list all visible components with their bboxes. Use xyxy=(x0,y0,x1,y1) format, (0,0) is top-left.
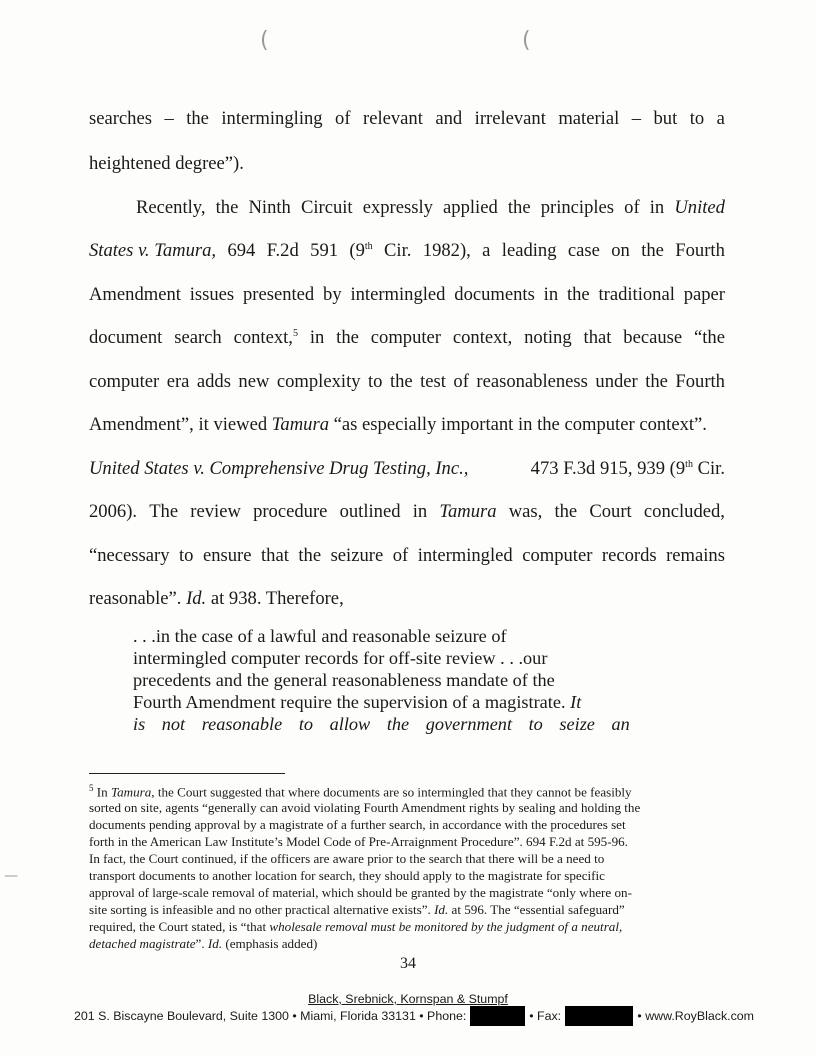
body-line-2: heightened degree”). xyxy=(89,153,244,174)
page-number: 34 xyxy=(400,955,416,972)
body-line-1: searches – the intermingling of relevant and irrelevant material – but to a xyxy=(89,108,725,129)
scan-mark: ( xyxy=(260,28,269,53)
body-line-6: document search context,$^5$ in the computer context, noting that because “the xyxy=(89,327,725,348)
body-line-8: Amendment”, it viewed Tamura “as especially important in the computer context”. xyxy=(89,414,707,435)
quote-line: is not reasonable to allow the government to seize an xyxy=(133,714,630,734)
quote-line: Fourth Amendment require the supervision of a magistrate. It xyxy=(133,692,582,712)
body-line-11: “necessary to ensure that the seizure of intermingled computer records remains xyxy=(89,545,725,566)
body-line-3: Recently, the Ninth Circuit expressly applied the principles of in United xyxy=(136,197,725,218)
footnote-reference: 5 xyxy=(292,327,298,339)
document-page: ( ( — searches – the intermingling of relevant and irrelevant material – but to a heightened degree”). Recently, the Ninth Circuit expressly applied the principles of in United States v. Tamura, 694 F.2d 591 (9th Cir. 1982), a leading case on the Fourth Amendment issues presented by intermingled documents in the traditional paper document search context,$^5$ in the computer context, noting that because “the computer era adds new complexity to the test of reasonableness under the Fourth Amendment”, it viewed Tamura “as especially important in the computer context”. United States v. Comprehensive Drug Testing, Inc., 473 F.3d 915, 939 (9th Cir. 2006). The review procedure outlined in Tamura was, the Court concluded, “necessary to ensure that the seizure of intermingled computer records remains reasonable”. Id. at 938. Therefore, . . .in the case of a lawful and reasonable seizure of intermingled computer records for off-site review . . .our precedents and the general reasonableness mandate of the Fourth Amendment require the supervision of a magistrate. It is not reasonable to allow the government to seize an $^5$ In Tamura, the Court suggested that where documents are so intermingled that they cannot be feasibly sorted on site, agents “generally can avoid violating Fourth Amendment rights by sealing and holding the documents pending approval by a magistrate of a further search, in accordance with the procedures set forth in the American Law Institute’s Model Code of Pre-Arraignment Procedure”. 694 F.2d at 595-96. In fact, the Court continued, if the officers are aware prior to the search that there will be a need to transport documents to another location for search, they should apply to the magistrate for specific approval of large-scale removal of material, which should be granted by the magistrate “only where on- site sorting is infeasible and no other practical alternative exists”. Id. at 596. The “essential safeguard” required, the Court stated, is “that wholesale removal must be monitored by the judgment of a neutral, detached magistrate”. Id. (emphasis added) 34 Black, Srebnick, Kornspan & Stumpf 201 S. Biscayne Boulevard, Suite 1300 • Miami, Florida 33131 • Phone: • Fax: • www.RoyBlack.com xyxy=(0,0,816,1056)
quote-line: precedents and the general reasonableness mandate of the xyxy=(133,670,555,690)
scan-mark: ( xyxy=(522,28,531,53)
body-line-5: Amendment issues presented by intermingled documents in the traditional paper xyxy=(89,284,725,305)
body-line-4: States v. Tamura, 694 F.2d 591 (9th Cir. 1982), a leading case on the Fourth xyxy=(89,240,725,261)
footer-contact-line xyxy=(74,1006,754,1026)
body-line-9: United States v. Comprehensive Drug Testing, Inc., 473 F.3d 915, 939 (9th Cir. xyxy=(89,458,725,479)
footnote-marker: 5 xyxy=(89,783,94,793)
footnote-separator xyxy=(89,773,285,774)
footer-address: 201 S. Biscayne Boulevard, Suite 1300 • Miami, Florida 33131 • Phone: xyxy=(74,1009,467,1023)
quote-line: intermingled computer records for off-site review . . .our xyxy=(133,648,548,668)
footer-firm-name: Black, Srebnick, Kornspan & Stumpf xyxy=(308,992,508,1006)
scan-mark: — xyxy=(4,868,18,884)
footer-website: • www.RoyBlack.com xyxy=(637,1009,754,1023)
redaction-bar xyxy=(470,1006,525,1026)
body-line-7: computer era adds new complexity to the test of reasonableness under the Fourth xyxy=(89,371,725,392)
body-line-10: 2006). The review procedure outlined in Tamura was, the Court concluded, xyxy=(89,501,725,522)
footer-fax-label: • Fax: xyxy=(529,1009,562,1023)
quote-line: . . .in the case of a lawful and reasonable seizure of xyxy=(133,626,507,646)
body-line-12: reasonable”. Id. at 938. Therefore, xyxy=(89,588,344,609)
redaction-bar xyxy=(565,1006,633,1026)
